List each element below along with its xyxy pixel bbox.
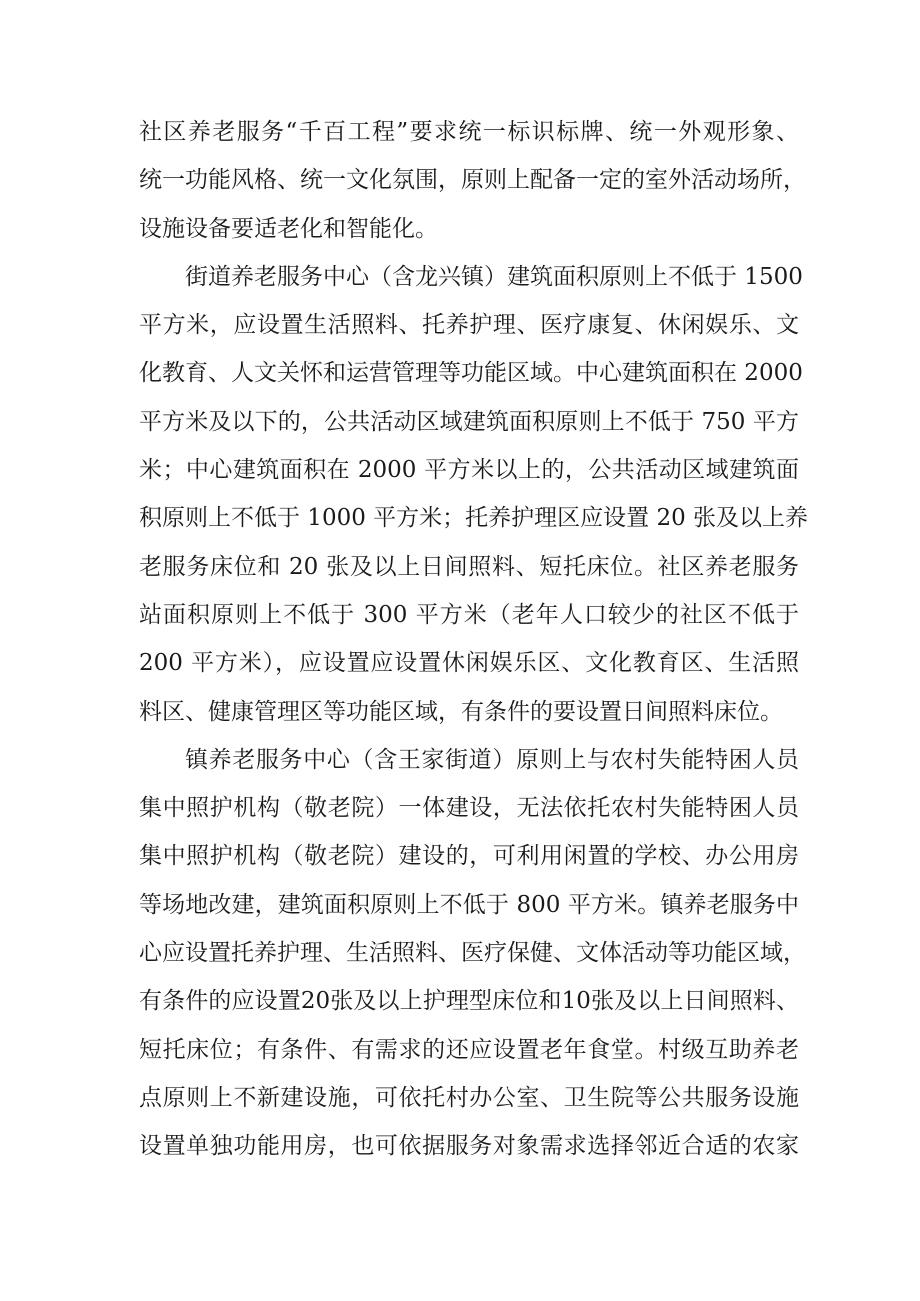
- text-line: 心应设置托养护理、生活照料、医疗保健、文体活动等功能区域，: [139, 940, 806, 967]
- text-line: 短托床位；有条件、有需求的还应设置老年食堂。村级互助养老: [139, 1036, 799, 1063]
- paragraph: [139, 253, 809, 736]
- text-line: 等场地改建，建筑面积原则上不低于 800 平方米。镇养老服务中: [139, 891, 799, 918]
- text-line: 街道养老服务中心（含龙兴镇）建筑面积原则上不低于 1500: [185, 263, 803, 290]
- text-line: 化教育、人文关怀和运营管理等功能区域。中心建筑面积在 2000: [139, 360, 803, 387]
- body-text: [139, 108, 809, 1171]
- text-line: 统一功能风格、统一文化氛围，原则上配备一定的室外活动场所，: [139, 167, 806, 194]
- text-line: 设施设备要适老化和智能化。: [139, 215, 438, 242]
- text-line: 点原则上不新建设施，可依托村办公室、卫生院等公共服务设施: [139, 1084, 799, 1111]
- text-line: 镇养老服务中心（含王家街道）原则上与农村失能特困人员: [185, 746, 799, 773]
- paragraph: [139, 736, 806, 1171]
- text-line: 米；中心建筑面积在 2000 平方米以上的，公共活动区域建筑面: [139, 457, 799, 484]
- text-line: 有条件的应设置20张及以上护理型床位和10张及以上日间照料、: [139, 988, 799, 1015]
- text-line: 集中照护机构（敬老院）建设的，可利用闲置的学校、办公用房: [139, 843, 799, 870]
- text-line: 平方米，应设置生活照料、托养护理、医疗康复、休闲娱乐、文: [139, 312, 799, 339]
- text-line: 站面积原则上不低于 300 平方米（老年人口较少的社区不低于: [139, 601, 799, 628]
- text-line: 设置单独功能用房，也可依据服务对象需求选择邻近合适的农家: [139, 1133, 799, 1160]
- text-line: 积原则上不低于 1000 平方米；托养护理区应设置 20 张及以上养: [139, 505, 809, 532]
- text-line: 200 平方米），应设置应设置休闲娱乐区、文化教育区、生活照: [139, 650, 799, 677]
- text-line: 平方米及以下的，公共活动区域建筑面积原则上不低于 750 平方: [139, 408, 799, 435]
- text-line: 老服务床位和 20 张及以上日间照料、短托床位。社区养老服务: [139, 553, 799, 580]
- text-line: 社区养老服务“千百工程”要求统一标识标牌、统一外观形象、: [139, 119, 799, 145]
- text-line: 集中照护机构（敬老院）一体建设，无法依托农村失能特困人员: [139, 795, 799, 822]
- paragraph: [139, 108, 806, 253]
- text-line: 料区、健康管理区等功能区域，有条件的要设置日间照料床位。: [139, 698, 783, 725]
